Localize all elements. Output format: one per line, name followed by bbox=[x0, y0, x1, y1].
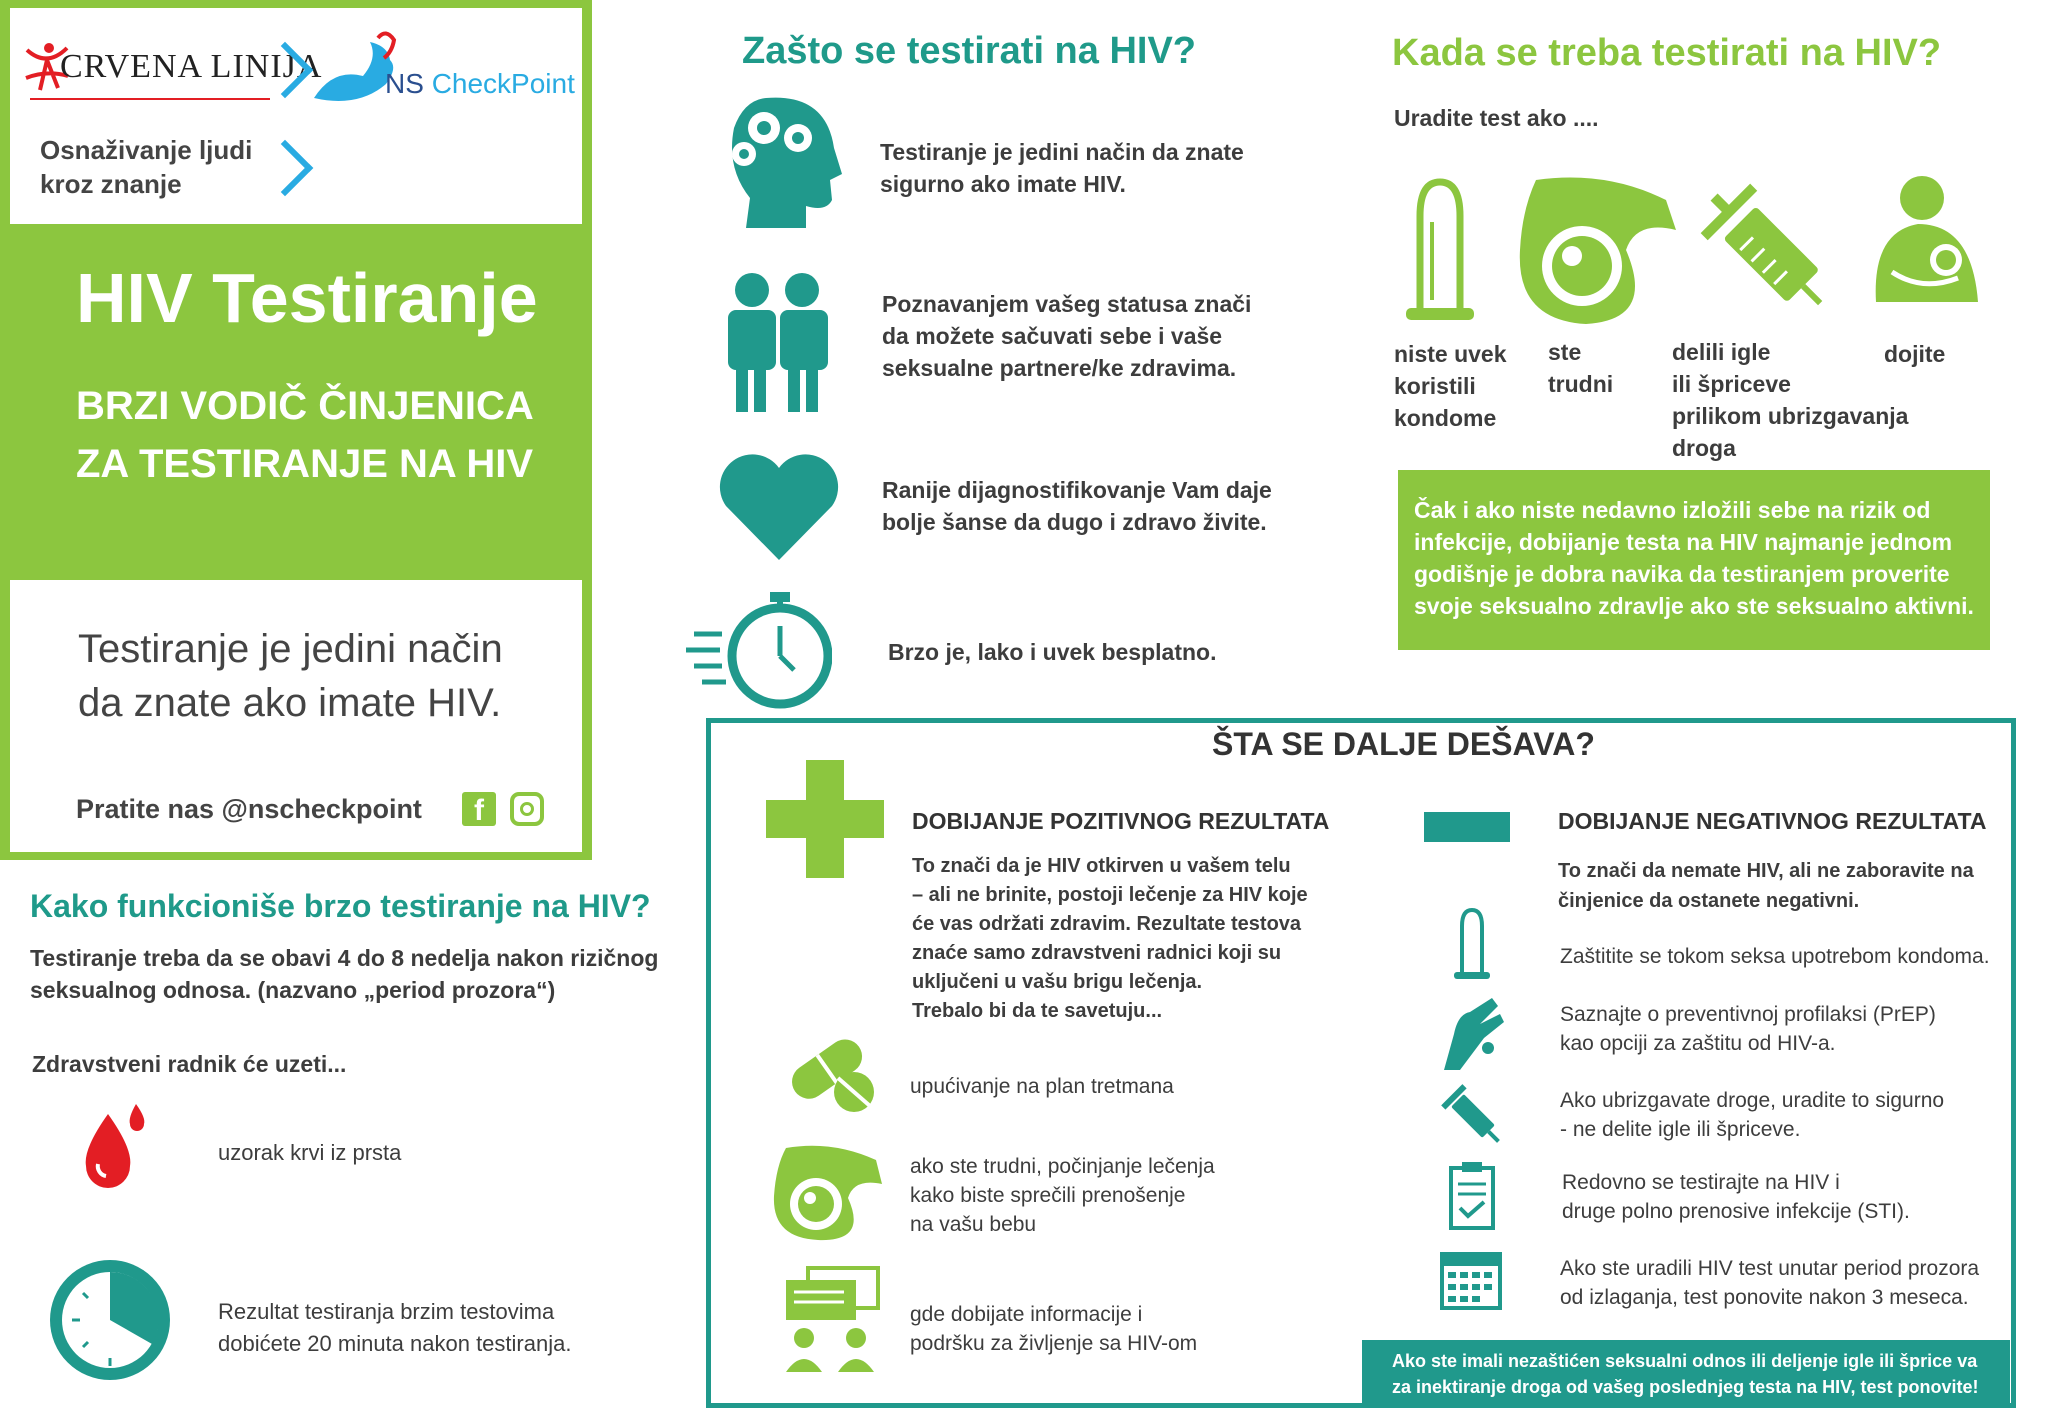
minus-icon bbox=[1424, 812, 1510, 842]
negative-item-5: Ako ste uradili HIV test unutar period prozora od izlaganja, test ponovite nakon 3 meseca. bbox=[1560, 1257, 1980, 1309]
blood-text: uzorak krvi iz prsta bbox=[218, 1140, 402, 1165]
brand-ns-checkpoint: NS CheckPoint bbox=[385, 68, 575, 99]
negative-item-2: Saznajte o preventivnoj profilaksi (PrEP) kao opciji za zaštitu od HIV-a. bbox=[1560, 1003, 1936, 1055]
how-title: Kako funkcioniše brzo testiranje na HIV? bbox=[30, 888, 651, 924]
brand-underline bbox=[30, 98, 270, 100]
hero-subtitle: BRZI VODIČ ČINJENICA ZA TESTIRANJE NA HIV bbox=[76, 384, 534, 486]
blood-drop-icon bbox=[78, 1104, 148, 1194]
why-item-4: Brzo je, lako i uvek besplatno. bbox=[888, 639, 1217, 665]
why-item-3: Ranije dijagnostifikovanje Vam daje bolje šanse da dugo i zdravo živite. bbox=[882, 477, 1272, 535]
hand-pill-icon bbox=[1440, 994, 1506, 1072]
negative-text: To znači da nemate HIV, ali ne zaboravite na činjenice da ostanete negativni. bbox=[1558, 860, 1974, 912]
syringe-icon bbox=[1690, 172, 1840, 324]
when-item-4: dojite bbox=[1884, 341, 1946, 367]
next-note: Ako ste imali nezaštićen seksualni odnos ili deljenje igle ili šprice va za inektiranje droga od vašeg poslednjeg testa na HIV, test ponovite! bbox=[1362, 1340, 2010, 1408]
condom-small-icon bbox=[1452, 906, 1492, 982]
result-text: Rezultat testiranja brzim testovima dobićete 20 minuta nakon testiranja. bbox=[218, 1299, 572, 1356]
clock-icon bbox=[48, 1258, 172, 1382]
calendar-icon bbox=[1440, 1248, 1502, 1310]
syringe-small-icon bbox=[1436, 1080, 1510, 1152]
logo-box bbox=[10, 8, 582, 224]
breastfeeding-icon bbox=[1862, 172, 1988, 302]
pills-icon bbox=[784, 1030, 880, 1114]
how-take: Zdravstveni radnik će uzeti... bbox=[32, 1051, 347, 1077]
couple-icon bbox=[718, 270, 838, 412]
next-title: ŠTA SE DALJE DEŠAVA? bbox=[1212, 726, 1595, 762]
when-item-3: delili igle ili špriceve prilikom ubrizgavanja droga bbox=[1672, 339, 1909, 461]
positive-item-3: gde dobijate informacije i podršku za življenje sa HIV-om bbox=[910, 1303, 1198, 1355]
intro-text: Testiranje je jedini način da znate ako imate HIV. bbox=[78, 627, 503, 725]
positive-item-1: upućivanje na plan tretmana bbox=[910, 1075, 1174, 1098]
tagline: Osnaživanje ljudi kroz znanje bbox=[40, 135, 253, 199]
why-item-1: Testiranje je jedini način da znate sigurno ako imate HIV. bbox=[880, 139, 1244, 197]
positive-title: DOBIJANJE POZITIVNOG REZULTATA bbox=[912, 808, 1330, 834]
positive-item-2: ako ste trudni, počinjanje lečenja kako biste sprečili prenošenje na vašu bebu bbox=[910, 1155, 1215, 1236]
why-title: Zašto se testirati na HIV? bbox=[742, 30, 1197, 72]
why-item-2: Poznavanjem vašeg statusa znači da možete sačuvati sebe i vaše seksualne partnere/ke zdravima. bbox=[882, 291, 1252, 381]
chevron-right-icon-2 bbox=[257, 140, 314, 197]
instagram-icon[interactable] bbox=[510, 792, 544, 826]
negative-item-3: Ako ubrizgavate droge, uradite to sigurno - ne delite igle ili špriceve. bbox=[1560, 1089, 1945, 1141]
clipboard-icon bbox=[1448, 1160, 1496, 1230]
how-text: Testiranje treba da se obavi 4 do 8 nedelja nakon rizičnog seksualnog odnosa. (nazvano „period prozora“) bbox=[30, 945, 659, 1003]
pregnant-belly-icon bbox=[1516, 170, 1678, 326]
when-item-2: ste trudni bbox=[1548, 339, 1614, 397]
intro-box bbox=[10, 580, 582, 852]
head-gears-icon bbox=[706, 88, 842, 228]
positive-text: To znači da je HIV otkirven u vašem telu – ali ne brinite, postoji lečenje za HIV koje će vas održati zdravim. Rezultate testova znaće samo zdravstveni radnici koji su uključeni u vašu brigu lečenja. Trebalo bi da te savetuju... bbox=[912, 855, 1308, 1022]
when-item-1: niste uvek koristili kondome bbox=[1394, 341, 1507, 431]
negative-item-1: Zaštitite se tokom seksa upotrebom kondoma. bbox=[1560, 945, 1990, 968]
when-title: Kada se treba testirati na HIV? bbox=[1392, 32, 1942, 74]
support-chat-icon bbox=[780, 1266, 880, 1372]
pregnant-icon bbox=[772, 1140, 884, 1242]
stopwatch-icon bbox=[684, 590, 832, 710]
condom-icon bbox=[1398, 176, 1482, 322]
when-intro: Uradite test ako .... bbox=[1394, 105, 1599, 131]
hero-title: HIV Testiranje bbox=[76, 259, 538, 337]
brand-crvena-linija: CRVENA LINIJA bbox=[60, 48, 323, 85]
facebook-icon[interactable]: f bbox=[462, 792, 496, 826]
when-note: Čak i ako niste nedavno izložili sebe na rizik od infekcije, dobijanje testa na HIV najmanje jednom godišnje je dobra navika da testiranjem proverite svoje seksualno zdravlje ako ste seksualno aktivni. bbox=[1398, 470, 1990, 650]
heart-icon bbox=[718, 454, 840, 562]
negative-item-4: Redovno se testirajte na HIV i druge polno prenosive infekcije (STI). bbox=[1562, 1171, 1910, 1223]
plus-icon bbox=[766, 760, 884, 878]
negative-title: DOBIJANJE NEGATIVNOG REZULTATA bbox=[1558, 808, 1987, 834]
follow-us: Pratite nas @nscheckpoint bbox=[76, 794, 422, 824]
